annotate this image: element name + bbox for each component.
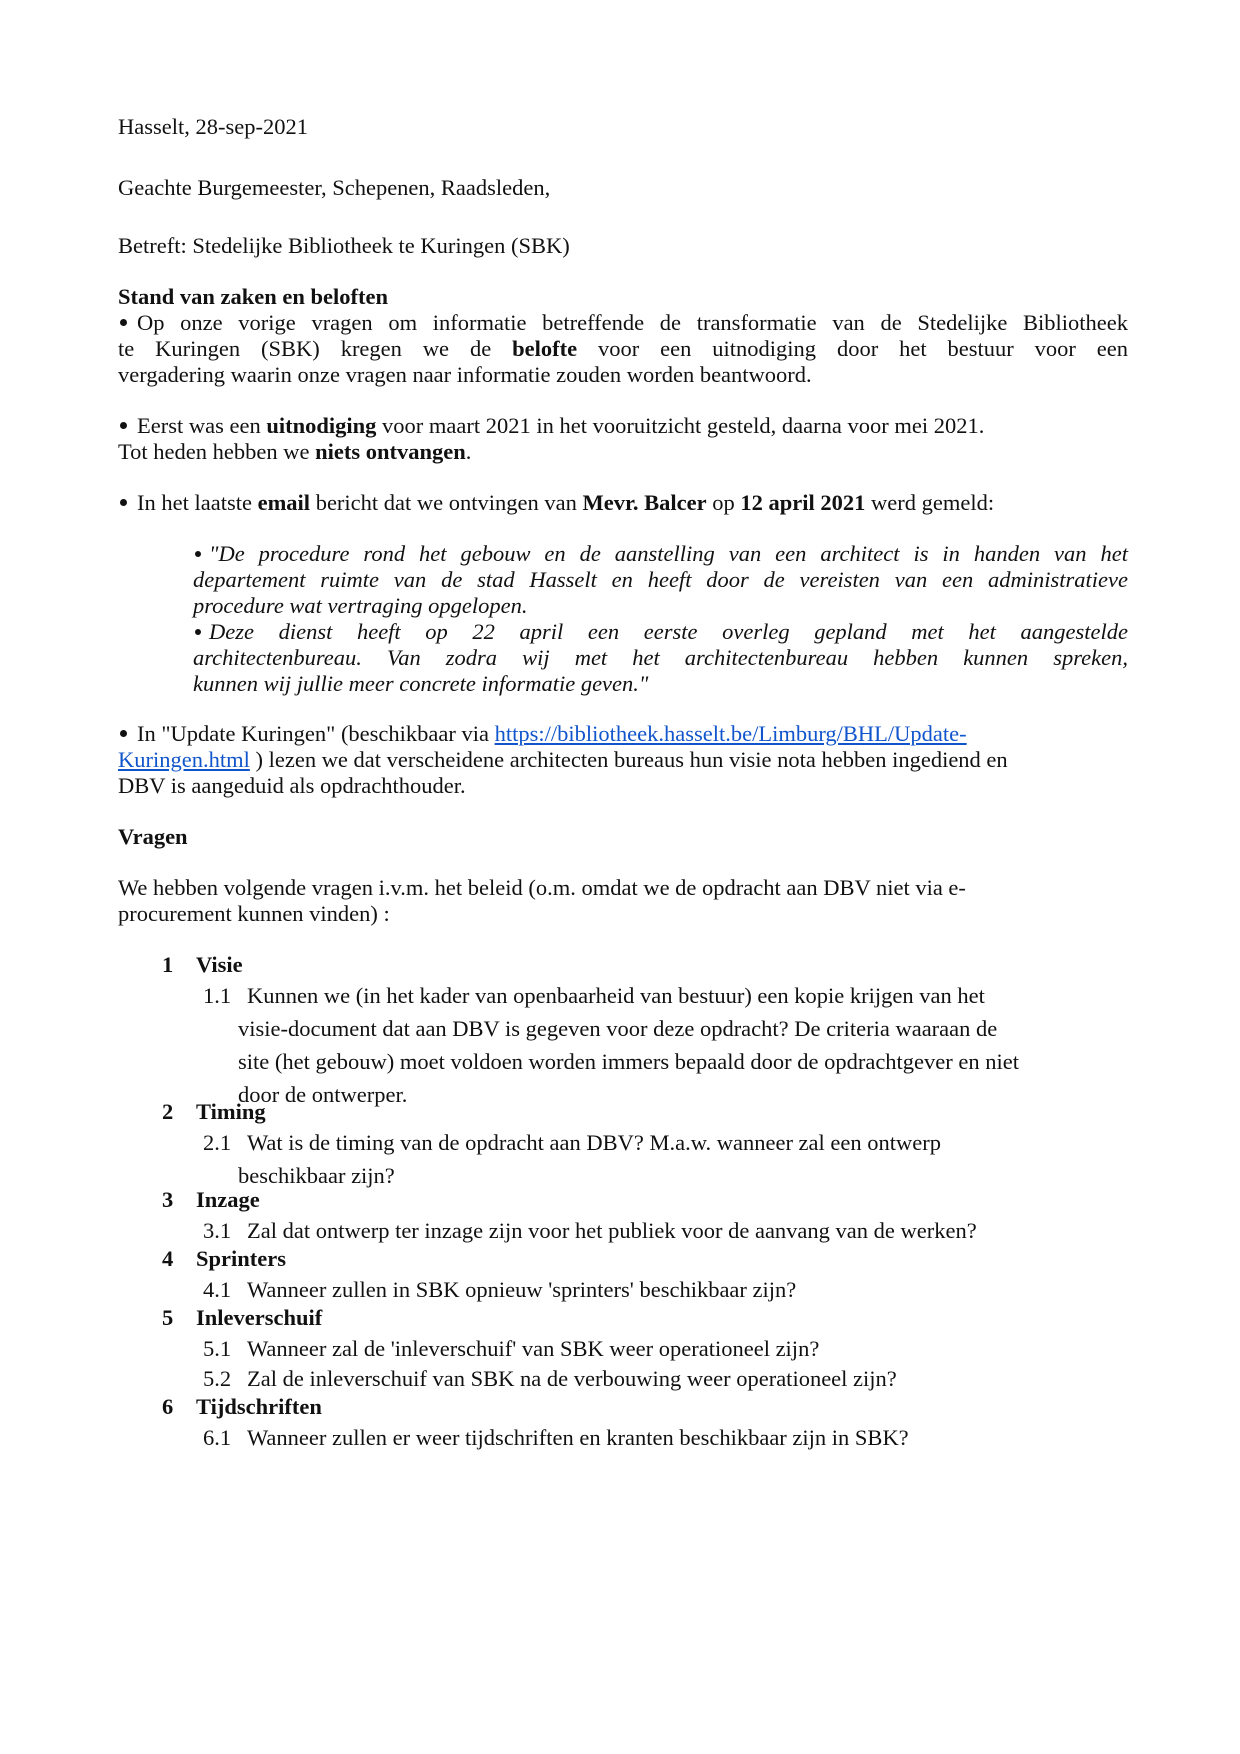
paragraph-2-line-2: Tot heden hebben we niets ontvangen.: [118, 439, 472, 464]
question-3-heading: 3 Inzage: [162, 1187, 260, 1212]
bullet-icon: [195, 629, 201, 635]
question-6-1: 6.1 Wanneer zullen er weer tijdschriften en kranten beschikbaar zijn in SBK?: [203, 1425, 909, 1450]
update-kuringen-link[interactable]: https://bibliotheek.hasselt.be/Limburg/BHL/Update-: [494, 721, 967, 746]
bullet-icon: [195, 551, 201, 557]
section-heading-status: Stand van zaken en beloften: [118, 284, 389, 309]
bullet-icon: [120, 422, 127, 429]
question-4-heading: 4 Sprinters: [162, 1246, 286, 1271]
salutation: Geachte Burgemeester, Schepenen, Raadsleden,: [118, 175, 551, 200]
quote-1-line-3: procedure wat vertraging opgelopen.: [193, 593, 528, 618]
paragraph-2-line-1: Eerst was een uitnodiging voor maart 2021 in het vooruitzicht gesteld, daarna voor mei 2021.: [118, 411, 1128, 440]
paragraph-3: In het laatste email bericht dat we ontvingen van Mevr. Balcer op 12 april 2021 werd gemeld:: [118, 488, 1128, 517]
subject-line: Betreft: Stedelijke Bibliotheek te Kuringen (SBK): [118, 233, 570, 258]
question-6-heading: 6 Tijdschriften: [162, 1394, 322, 1419]
update-kuringen-link-continued[interactable]: Kuringen.html: [118, 747, 250, 772]
question-1-1: 1.1 Kunnen we (in het kader van openbaarheid van bestuur) een kopie krijgen van het visie-document dat aan DBV is gegeven voor deze opdracht? De criteria waaraan de site (het gebouw) moet voldoen worden immers bepaald door de opdrachtgever en niet door de ontwerper.: [203, 983, 1019, 1107]
quote-2-line-1: Deze dienst heeft op 22 april een eerste overleg gepland met het aangestelde: [193, 617, 1128, 646]
question-5-heading: 5 Inleverschuif: [162, 1305, 323, 1330]
paragraph-1-line-2: te Kuringen (SBK) kregen we de belofte voor een uitnodiging door het bestuur voor een: [118, 336, 1128, 361]
intro-line-1: We hebben volgende vragen i.v.m. het beleid (o.m. omdat we de opdracht aan DBV niet via e-: [118, 875, 966, 900]
quote-1-line-2: departement ruimte van de stad Hasselt en heeft door de vereisten van een administratieve: [193, 567, 1128, 592]
date-line: Hasselt, 28-sep-2021: [118, 114, 308, 139]
paragraph-1-line-3: vergadering waarin onze vragen naar informatie zouden worden beantwoord.: [118, 362, 812, 387]
question-3-1: 3.1 Zal dat ontwerp ter inzage zijn voor het publiek voor de aanvang van de werken?: [203, 1218, 977, 1243]
paragraph-4-line-2: Kuringen.html ) lezen we dat verscheidene architecten bureaus hun visie nota hebben ingediend en: [118, 747, 1008, 772]
quote-1-line-1: "De procedure rond het gebouw en de aanstelling van een architect is in handen van het: [193, 539, 1128, 568]
paragraph-1-line-1: Op onze vorige vragen om informatie betreffende de transformatie van de Stedelijke Bibliotheek: [118, 308, 1128, 337]
paragraph-4-line-1: In "Update Kuringen" (beschikbaar via https://bibliotheek.hasselt.be/Limburg/BHL/Update-: [118, 719, 1128, 748]
question-1-heading: 1 Visie: [162, 952, 243, 977]
question-2-heading: 2 Timing: [162, 1099, 266, 1124]
paragraph-4-line-3: DBV is aangeduid als opdrachthouder.: [118, 773, 466, 798]
intro-line-2: procurement kunnen vinden) :: [118, 901, 390, 926]
question-2-1: 2.1 Wat is de timing van de opdracht aan DBV? M.a.w. wanneer zal een ontwerp beschikbaar zijn?: [203, 1130, 941, 1188]
quote-2-line-3: kunnen wij jullie meer concrete informatie geven.": [193, 671, 649, 696]
bullet-icon: [120, 730, 127, 737]
question-5-2: 5.2 Zal de inleverschuif van SBK na de verbouwing weer operationeel zijn?: [203, 1366, 897, 1391]
section-heading-questions: Vragen: [118, 824, 188, 849]
bullet-icon: [120, 499, 127, 506]
quote-2-line-2: architectenbureau. Van zodra wij met het architectenbureau hebben kunnen spreken,: [193, 645, 1128, 670]
question-5-1: 5.1 Wanneer zal de 'inleverschuif' van SBK weer operationeel zijn?: [203, 1336, 820, 1361]
bullet-icon: [120, 319, 127, 326]
question-4-1: 4.1 Wanneer zullen in SBK opnieuw 'sprinters' beschikbaar zijn?: [203, 1277, 797, 1302]
